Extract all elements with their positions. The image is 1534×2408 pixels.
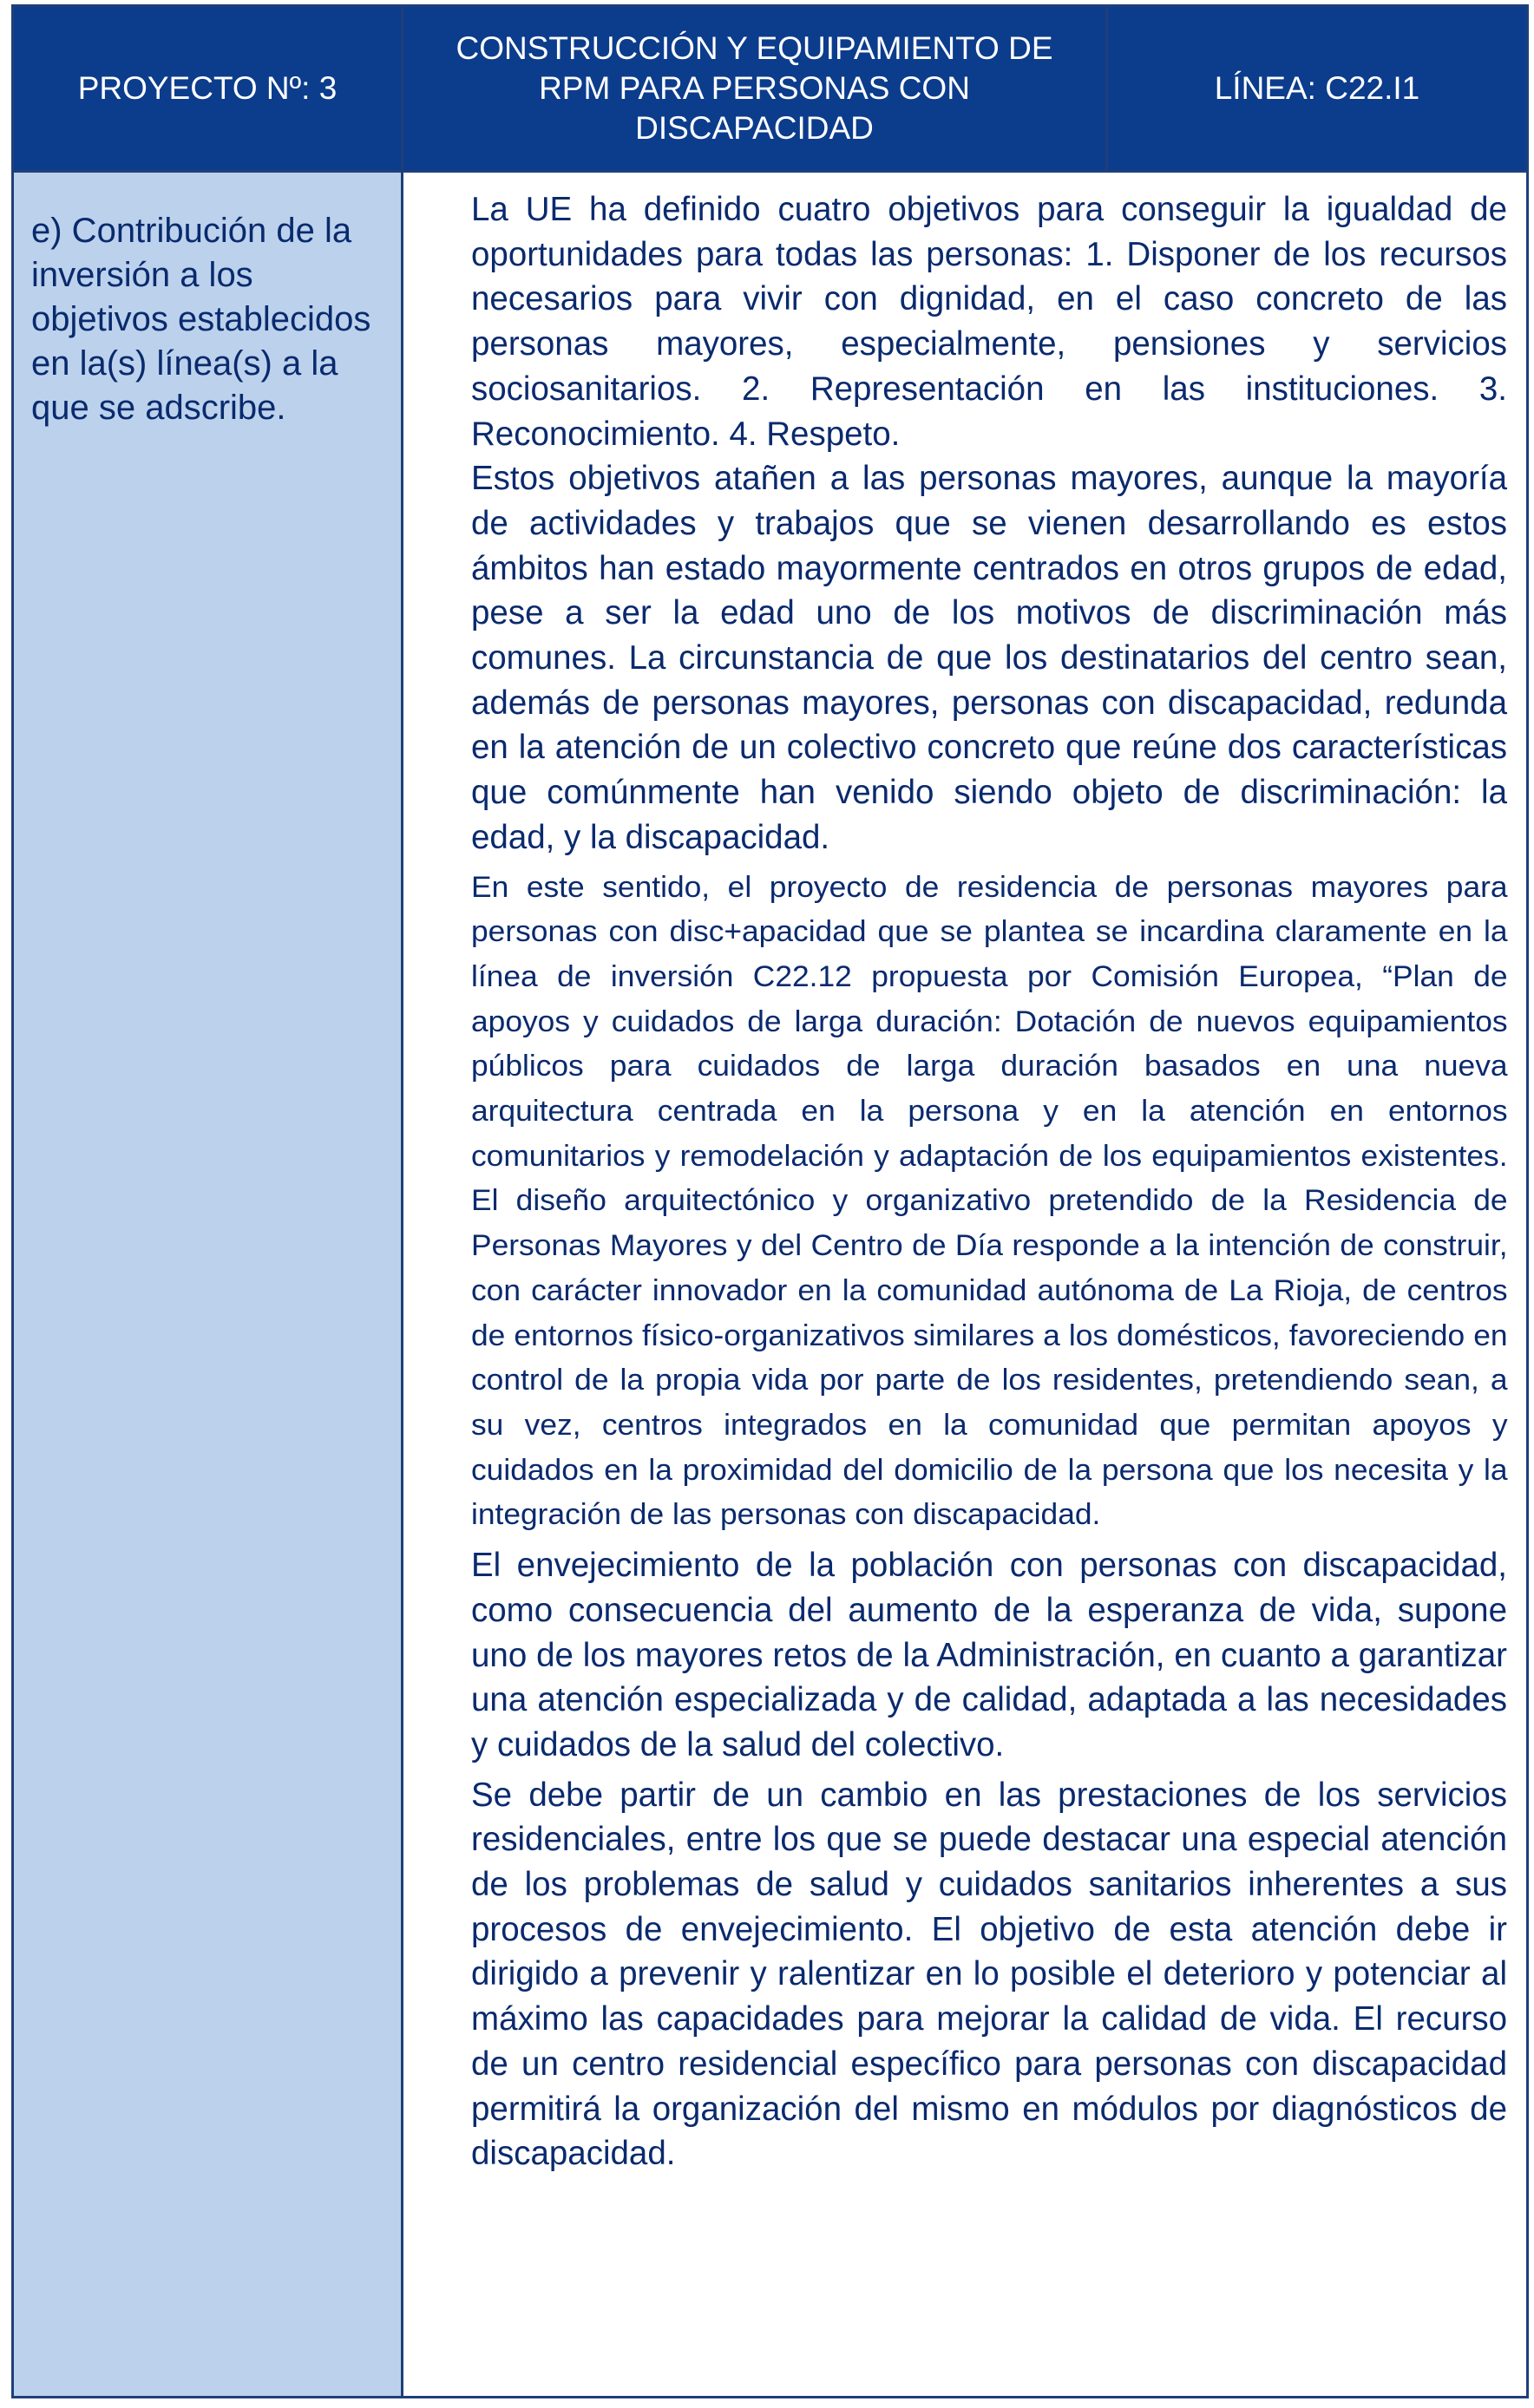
section-label-cell	[13, 172, 403, 2398]
investment-line: LÍNEA: C22.I1	[1214, 70, 1420, 106]
paragraph-investment-line: En este sentido, el proyecto de residencia de personas mayores para personas con disc+apacidad que se plantea se incardina claramente en la línea de inversión C22.12 propuesta por Comisión Europea, “Plan de apoyos y cuidados de larga duración: Dotación de nuevos equipamientos públicos para cuidados de larga duración basados en una nueva arquitectura centrada en la persona y en la atención en entornos comunitarios y remodelación y adaptación de los equipamientos existentes. El diseño arquitectónico y organizativo pretendido de la Residencia de Personas Mayores y del Centro de Día responde a la intención de construir, con carácter innovador en la comunidad autónoma de La Rioja, de centros de entornos físico-organizativos similares a los domésticos, favoreciendo en control de la propia vida por parte de los residentes, pretendiendo sean, a su vez, centros integrados en la comunidad que permitan apoyos y cuidados en la proximidad del domicilio de la persona que los necesita y la integración de las personas con discapacidad.	[471, 870, 1508, 1532]
paragraph-objectives-elderly: Estos objetivos atañen a las personas mayores, aunque la mayoría de actividades y trabajos que se vienen desarrollando es estos ámbitos han estado mayormente centrados en otros grupos de edad, pese a ser la edad uno de los motivos de discriminación más comunes. La circunstancia de que los destinatarios del centro sean, además de personas mayores, personas con discapacidad, redunda en la atención de un colectivo concreto que reúne dos características que comúnmente han venido siendo objeto de discriminación: la edad, y la discapacidad.	[471, 460, 1507, 856]
investment-line-cell	[1107, 6, 1528, 172]
project-table	[11, 4, 1529, 2398]
project-title: CONSTRUCCIÓN Y EQUIPAMIENTO DE RPM PARA PERSONAS CON DISCAPACIDAD	[456, 30, 1053, 146]
paragraph-ageing-population: El envejecimiento de la población con personas con discapacidad, como consecuencia del aumento de la esperanza de vida, supone uno de los mayores retos de la Administración, en cuanto a garantizar una atención especializada y de calidad, adaptada a las necesidades y cuidados de la salud del colectivo.	[471, 1547, 1507, 1763]
project-number-cell	[13, 6, 403, 172]
content-row	[13, 172, 1528, 2398]
project-number: PROYECTO Nº: 3	[77, 70, 338, 106]
paragraph-residential-services: Se debe partir de un cambio en las prestaciones de los servicios residenciales, entre los que se puede destacar una especial atención de los problemas de salud y cuidados sanitarios inherentes a sus procesos de envejecimiento. El objetivo de esta atención debe ir dirigido a prevenir y ralentizar en lo posible el deterioro y potenciar al máximo las capacidades para mejorar la calidad de vida. El recurso de un centro residencial específico para personas con discapacidad permitirá la organización del mismo en módulos por diagnósticos de discapacidad.	[471, 1776, 1507, 2173]
section-body	[403, 173, 1526, 2176]
section-body-cell	[403, 172, 1528, 2398]
project-title-cell	[403, 6, 1107, 172]
header-row	[13, 6, 1528, 172]
section-label: e) Contribución de la inversión a los objetivos establecidos en la(s) línea(s) a la que se adscribe.	[31, 212, 371, 427]
paragraph-eu-objectives: La UE ha definido cuatro objetivos para conseguir la igualdad de oportunidades para todas las personas: 1. Disponer de los recursos necesarios para vivir con dignidad, en el caso concreto de las personas mayores, especialmente, pensiones y servicios sociosanitarios. 2. Representación en las instituciones. 3. Reconocimiento. 4. Respeto.	[471, 191, 1507, 453]
